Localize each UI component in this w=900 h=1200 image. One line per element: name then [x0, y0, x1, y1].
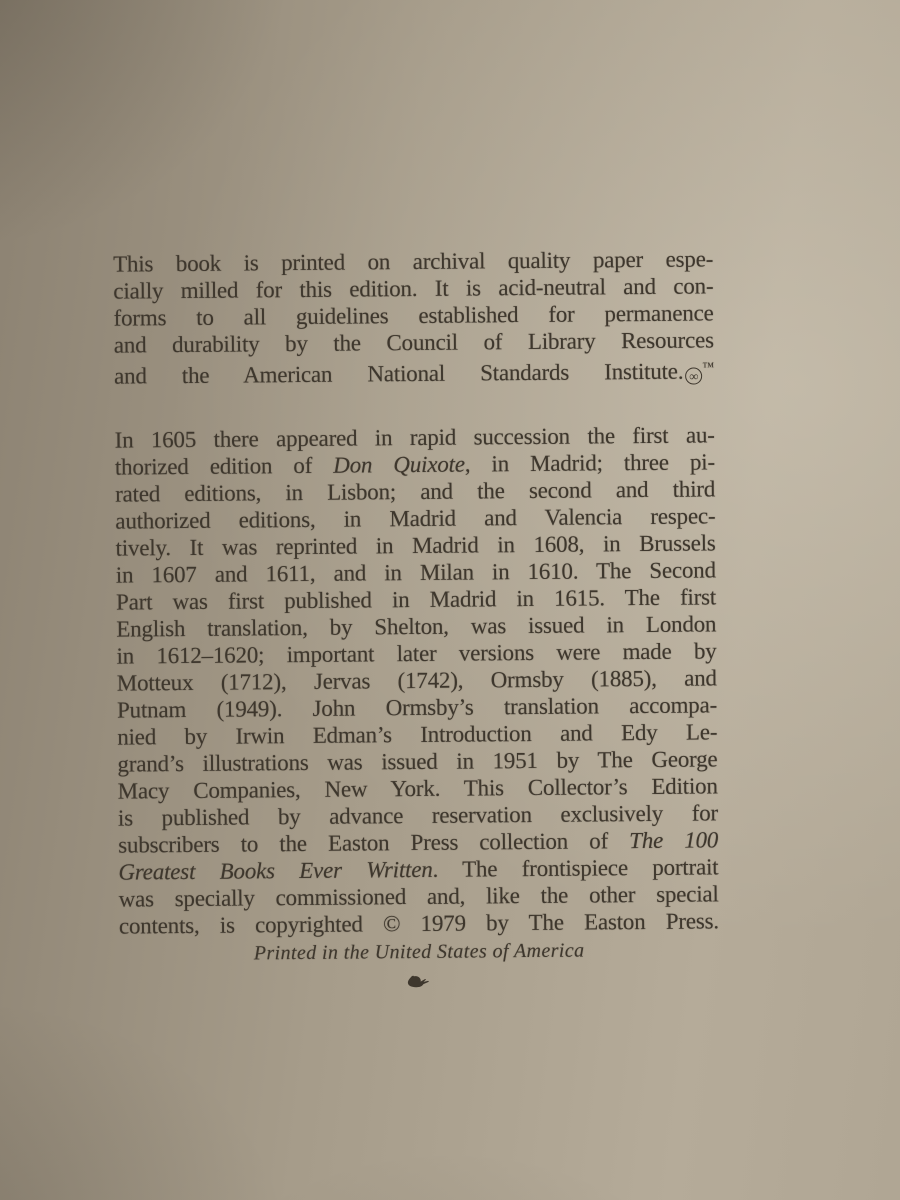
text-segment: subscribers to the Easton Press collection of [118, 828, 630, 858]
text-segment: rated editions, in Lisbon; and the second and third [115, 476, 716, 507]
text-segment: , in Madrid; three pi- [464, 449, 716, 477]
trademark-symbol: ™ [702, 359, 715, 374]
text-line [114, 353, 714, 389]
bird-ornament-icon [119, 970, 719, 992]
text-segment: is published by advance reservation exclusively for [117, 800, 719, 831]
paragraph-archival-notice [113, 245, 714, 389]
text-segment: cially milled for this edition. It is acid-neutral and con- [113, 273, 714, 304]
text-segment: Macy Companies, New York. This Collector’s Edition [117, 773, 718, 804]
text-segment: in 1607 and 1611, and in Milan in 1610. The Second [115, 557, 716, 588]
text-segment: in 1612–1620; important later versions were made by [116, 638, 717, 669]
text-segment: and the American National Standards Institute. [113, 358, 684, 389]
page-text-block [113, 245, 719, 992]
text-segment: grand’s illustrations was issued in 1951 by The George [117, 746, 718, 777]
text-segment: contents, is copyrighted © 1979 by The Easton Press. [118, 908, 719, 939]
italic-text-segment: Don Quixote [333, 451, 465, 478]
text-segment: English translation, by Shelton, was issued in London [116, 611, 717, 642]
text-segment: This book is printed on archival quality paper espe- [113, 246, 714, 277]
text-segment: forms to all guidelines established for permanence [113, 300, 714, 331]
text-segment: Motteux (1712), Jervas (1742), Ormsby (1885), and [116, 665, 717, 696]
text-segment: Part was first published in Madrid in 1615. The first [115, 584, 717, 615]
text-segment: tively. It was reprinted in Madrid in 1608, in Brussels [115, 530, 716, 561]
paragraph-edition-history [115, 421, 719, 939]
text-segment: . The frontispiece portrait [432, 854, 719, 882]
text-segment: nied by Irwin Edman’s Introduction and Edy Le- [117, 719, 718, 750]
text-segment: thorized edition of [114, 452, 334, 480]
permanent-paper-icon: ∞ [685, 367, 702, 384]
italic-text-segment: Greatest Books Ever Written [118, 856, 433, 885]
text-segment: In 1605 there appeared in rapid succession the first au- [114, 422, 715, 453]
text-segment: was specially commissioned and, like the other special [118, 881, 719, 912]
text-segment: authorized editions, in Madrid and Valencia respec- [115, 503, 716, 534]
italic-text-segment: The 100 [629, 827, 719, 854]
text-segment: and durability by the Council of Library Resources [113, 327, 714, 358]
text-line [119, 907, 719, 939]
printed-in-line: Printed in the United States of America [253, 939, 585, 965]
text-segment: Putnam (1949). John Ormsby’s translation accompa- [116, 692, 718, 723]
